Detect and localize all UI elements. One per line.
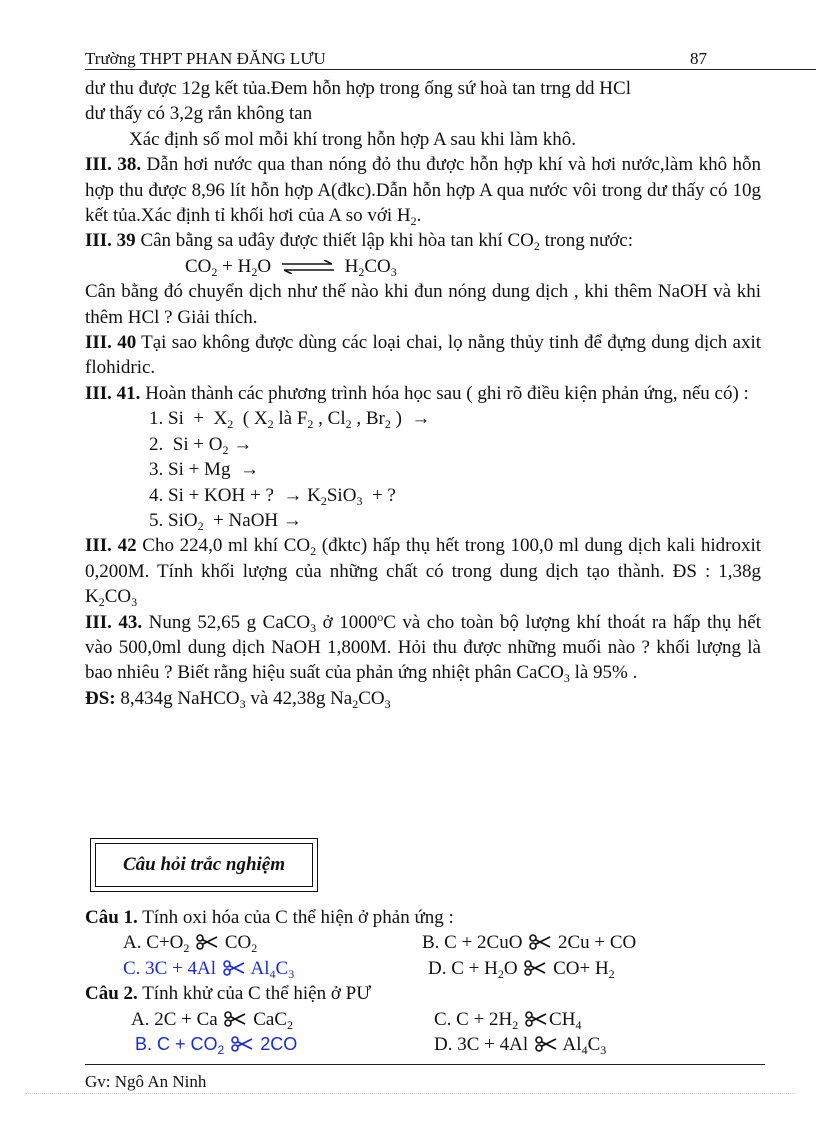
text-line: Cân bằng đó chuyển dịch như thế nào khi đun nóng dung dịch , khi thêm NaOH và khi thêm HCl ? Giải thích. — [85, 281, 761, 328]
reaction-list — [85, 406, 761, 533]
list-item: 3. Si + Mg → — [149, 459, 259, 481]
quiz-options-row — [85, 956, 765, 981]
text-line: Xác định số mol mỗi khí trong hỗn hợp A sau khi làm khô. — [129, 128, 577, 150]
page-number: 87 — [690, 49, 707, 68]
text-line: dư thu được 12g kết tủa.Đem hỗn hợp trong ống sứ hoà tan trng dd HCl — [85, 78, 631, 99]
equilibrium-equation: $CO_2 + H_2O$ $H_2CO_3$ — [185, 255, 397, 279]
question-40: III. 40 Tại sao không được dùng các loại chai, lọ nằng thủy tinh để đựng dung dịch axit flohidric. — [85, 332, 761, 379]
question-label: III. 39 — [85, 230, 136, 252]
document-body — [85, 76, 761, 711]
question-label: III. 40 — [85, 332, 137, 354]
section-title: Câu hỏi trắc nghiệm — [95, 843, 313, 887]
page-bottom-dots — [25, 1093, 795, 1094]
question-label: III. 42 — [85, 535, 137, 557]
quiz-options-row — [85, 1032, 765, 1057]
option-a[interactable]: A. $C+O_2$ $CO_2$ — [123, 932, 258, 956]
school-name: Trường THPT PHAN ĐĂNG LƯU — [85, 49, 326, 68]
list-item: 5. SiO$_2$ + NaOH → — [149, 509, 302, 533]
list-item: 4. Si + KOH + ? → $K_2SiO_3$ + ? — [149, 484, 396, 508]
quiz-question-2: Câu 2. Tính khử của C thể hiện ở PƯ — [85, 983, 371, 1005]
quiz-question-1: Câu 1. Tính oxi hóa của C thể hiện ở phản ứng : — [85, 907, 454, 928]
option-a[interactable]: A. 2C + Ca CaC$_2$ — [131, 1008, 293, 1032]
scissors-icon — [223, 960, 245, 976]
question-label: III. 41. — [85, 382, 141, 404]
list-item: 1. $Si + X_2$ ( $X_2$ là $F_2$ , $Cl_2$ , $Br_2$ ) → — [149, 408, 431, 432]
option-c-correct[interactable]: C. 3C + 4Al $Al_4C_3$ — [123, 957, 295, 981]
scissors-icon — [529, 934, 551, 950]
page-header — [85, 46, 816, 70]
question-43: III. 43. Nung 52,65 g CaCO$_3$ ở 1000$^o$C và cho toàn bộ lượng khí thoát ra hấp thụ hết vào 500,0ml dung dịch NaOH 1,800M. Hỏi thu được những muối nào ? khối lượng là bao nhiêu ? Biết rằng hiệu suất của phản ứng nhiệt phân CaCO$_3$ là 95% . — [85, 609, 761, 686]
scissors-icon — [196, 934, 218, 950]
section-title-box — [90, 838, 318, 892]
footer-rule — [85, 1064, 765, 1065]
question-41: III. 41. Hoàn thành các phương trình hóa học sau ( ghi rõ điều kiện phản ứng, nếu có) : — [85, 382, 749, 404]
scissors-icon — [535, 1036, 557, 1052]
quiz-options-row — [85, 1007, 765, 1032]
option-b-correct[interactable]: B. $C + CO_2$ 2CO — [135, 1033, 298, 1057]
text-line: dư thấy có 3,2g rắn không tan — [85, 103, 313, 125]
quiz-section — [85, 905, 765, 1057]
question-38: III. 38. Dẫn hơi nước qua than nóng đỏ thu được hỗn hợp khí và hơi nước,làm khô hỗn hợp thu được 8,96 lít hỗn hợp A(đkc).Dẫn hỗn hợp A qua nước vôi trong dư thấy có 10g kết tủa.Xác định tỉ khối hơi của A so với $H_2$. — [85, 154, 761, 229]
scissors-icon — [524, 960, 546, 976]
footer-author: Gv: Ngô An Ninh — [85, 1072, 207, 1091]
header-rule — [85, 69, 816, 70]
question-label: III. 43. — [85, 611, 143, 633]
quiz-options-row — [85, 930, 765, 955]
option-d[interactable]: D. $C + H_2O$ $CO+ H_2$ — [428, 957, 615, 981]
question-39: III. 39 Cân bằng sa uđây được thiết lập khi hòa tan khí $CO_2$ trong nước: — [85, 230, 634, 254]
scissors-icon — [231, 1036, 253, 1052]
question-42: III. 42 Cho 224,0 ml khí $CO_2$ (đktc) hấp thụ hết trong 100,0 ml dung dịch kali hidroxit 0,200M. Tính khối lượng của những chất có trong dung dịch tạo thành. ĐS : 1,38g $K_2CO_3$ — [85, 535, 762, 610]
question-label: III. 38. — [85, 154, 142, 176]
scissors-icon — [224, 1011, 246, 1027]
equilibrium-arrow-icon — [280, 260, 336, 274]
list-item: 2. $Si + O_2$ → — [149, 433, 253, 457]
option-b[interactable]: B. C + 2CuO 2Cu + CO — [422, 932, 637, 954]
option-c[interactable]: C. $C + 2H_2$ $CH_4$ — [434, 1008, 582, 1032]
scissors-icon — [525, 1011, 547, 1027]
option-d[interactable]: D. 3C + 4Al $Al_4C_3$ — [434, 1033, 607, 1057]
answer-43: ĐS: 8,434g NaHCO$_3$ và 42,38g $Na_2CO_3$ — [85, 687, 391, 711]
